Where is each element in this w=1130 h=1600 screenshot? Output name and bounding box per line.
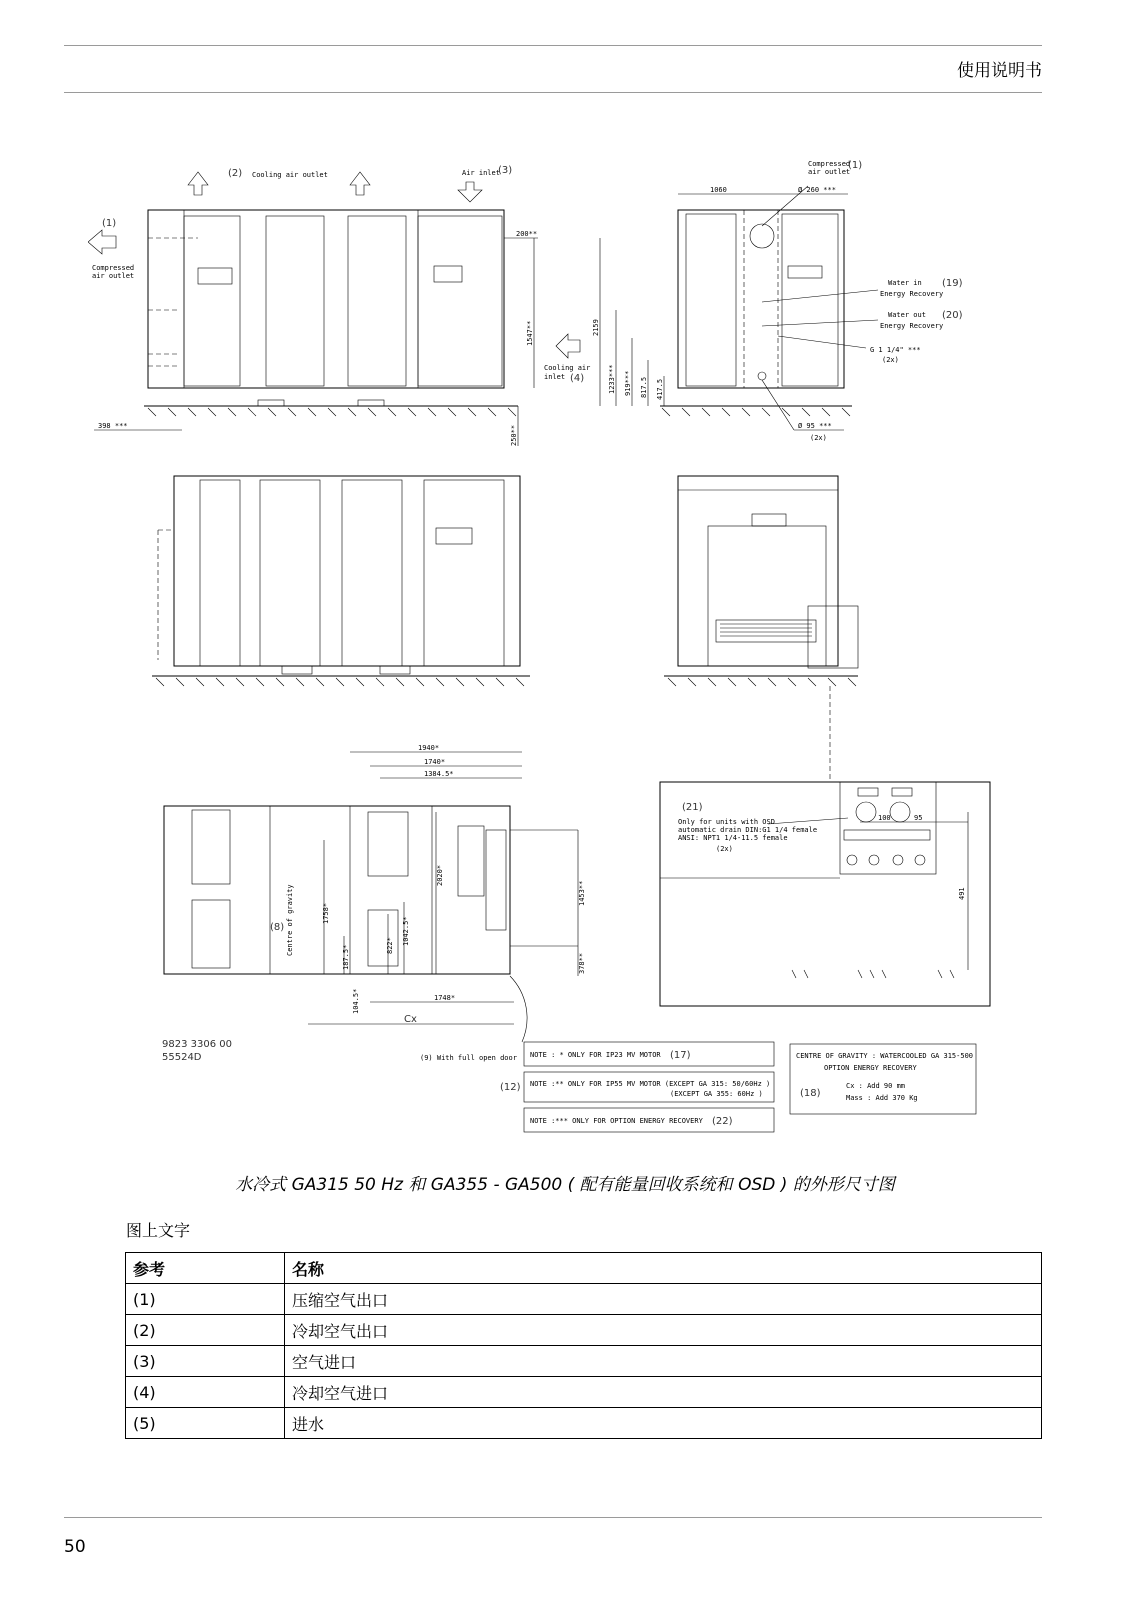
dim-491: 491 [958,887,966,900]
header-rule-bottom [64,92,1042,93]
row-ref: (4) [126,1377,285,1408]
energy-recovery-in-label: Energy Recovery [880,290,944,298]
osd-count: (2x) [716,845,733,853]
air-inlet-arrow-icon [458,182,482,202]
plan-view [162,744,586,1063]
note-17: NOTE : * ONLY FOR IP23 MV MOTOR [530,1051,661,1059]
dim-822: 822* [386,937,394,954]
dim-1060: 1060 [710,186,727,194]
drawing-number: 9823 3306 00 [162,1039,232,1050]
dim-1453: 1453** [578,880,586,906]
osd-line-1: Only for units with OSD [678,818,775,826]
energy-recovery-out-label: Energy Recovery [880,322,944,330]
cooling-air-inlet-ref: (4) [570,373,585,384]
water-in-label: Water in [888,279,922,287]
dim-1233: 1233*** [608,364,616,394]
note-22-ref: (22) [712,1116,733,1127]
gravity-note-line-1: CENTRE OF GRAVITY : WATERCOOLED GA 315-500 [796,1052,974,1060]
drawing-rev: 55524D [162,1052,202,1063]
gravity-note-cx: Cx : Add 90 mm [846,1082,906,1090]
osd-detail-view [660,782,990,1006]
note-12-line-1: NOTE :** ONLY FOR IP55 MV MOTOR (EXCEPT GA 315: 50/60Hz ) [530,1080,771,1088]
dim-919: 919*** [624,370,632,396]
osd-line-2: automatic drain DIN:G1 1/4 female [678,826,818,834]
dim-250: 250** [510,424,518,446]
row-name: 空气进口 [285,1346,1042,1377]
table-row [126,1315,1042,1346]
gravity-note-line-2: OPTION ENERGY RECOVERY [824,1064,917,1072]
row-name: 压缩空气出口 [285,1284,1042,1315]
osd-ref: (21) [682,802,703,813]
dim-398: 398 *** [98,422,128,430]
figure-caption: 水冷式 GA315 50 Hz 和 GA355 - GA500 ( 配有能量回收系统和 OSD ) 的外形尺寸图 [235,1175,895,1195]
g-thread-count: (2x) [882,356,899,364]
osd-line-3: ANSI: NPT1 1/4-11.5 female [678,834,788,842]
dim-817: 817.5 [640,376,648,398]
row-name: 冷却空气出口 [285,1315,1042,1346]
dim-1042: 1042.5* [402,916,410,946]
compressed-outlet-label-1: Compressed [92,264,135,272]
dim-cx: Cx [404,1014,417,1025]
dim-100: 100 [878,814,891,822]
dim-2159: 2159 [592,319,600,336]
air-inlet-ref: (3) [498,165,513,176]
cooling-air-outlet-arrow-2-icon [350,172,370,195]
end-view [664,476,858,782]
dim-187: 187.5* [342,944,350,970]
compressed-outlet-label-2: air outlet [92,272,135,280]
note-12-line-2: (EXCEPT GA 355: 60Hz ) [670,1090,763,1098]
side-view [592,160,963,442]
compressed-top-ref: (1) [848,160,863,171]
dim-1384: 1384.5* [424,770,454,778]
row-ref: (5) [126,1408,285,1439]
dim-1547: 1547** [526,320,534,346]
row-name: 进水 [285,1408,1042,1439]
row-ref: (1) [126,1284,285,1315]
compressed-top-label-2: air outlet [808,168,851,176]
front-view [88,165,590,446]
note-17-ref: (17) [670,1050,691,1061]
dim-95-top: Ø 95 *** [798,422,832,430]
row-ref: (2) [126,1315,285,1346]
header-rule-top [64,45,1042,46]
header-reference: 参考 [126,1253,285,1284]
table-header-row [126,1253,1042,1284]
compressed-outlet-arrow-icon [88,230,116,254]
dim-2020: 2020* [436,864,444,886]
row-name: 冷却空气进口 [285,1377,1042,1408]
door-note: (9) With full open door [420,1054,517,1062]
cooling-air-outlet-label: Cooling air outlet [252,171,328,179]
cooling-air-inlet-label-1: Cooling air [544,364,591,372]
note-22: NOTE :*** ONLY FOR OPTION ENERGY RECOVERY [530,1117,703,1125]
dimension-drawing [88,150,1028,1160]
water-in-ref: (19) [942,278,963,289]
centre-of-gravity-label: Centre of gravity [286,884,294,956]
cooling-air-inlet-label-2: inlet [544,373,566,381]
water-out-ref: (20) [942,310,963,321]
footer-rule [64,1517,1042,1518]
dim-200: 200** [516,230,538,238]
gravity-note-ref: (18) [800,1088,821,1099]
notes-block [500,1042,976,1132]
dim-417: 417.5 [656,378,664,400]
table-row [126,1408,1042,1439]
dim-1758: 1758* [322,902,330,924]
table-row [126,1284,1042,1315]
table-row [126,1377,1042,1408]
table-row [126,1346,1042,1377]
dim-1940: 1940* [418,744,440,752]
dim-260: Ø 260 *** [798,186,836,194]
reference-table [125,1252,1042,1439]
compressed-top-label-1: Compressed [808,160,851,168]
cooling-air-inlet-arrow-icon [556,334,580,358]
dim-95-count: (2x) [810,434,827,442]
cooling-air-outlet-arrow-icon [188,172,208,195]
air-inlet-label: Air inlet [462,169,500,177]
compressed-outlet-ref: (1) [102,218,117,229]
section-title: 图上文字 [126,1221,191,1240]
dim-378: 378** [578,952,586,974]
rear-view [152,476,530,686]
centre-of-gravity-ref: (8) [270,922,285,933]
page-number: 50 [64,1537,86,1557]
dim-95-detail: 95 [914,814,923,822]
gravity-note-mass: Mass : Add 370 Kg [846,1094,918,1102]
g-thread-label: G 1 1/4" *** [870,346,921,354]
water-out-label: Water out [888,311,926,319]
header-name: 名称 [285,1253,1042,1284]
header-title: 使用说明书 [957,61,1042,81]
cooling-air-outlet-ref: (2) [228,168,243,179]
dim-104: 104.5* [352,988,360,1014]
note-12-ref: (12) [500,1082,521,1093]
dim-1740: 1740* [424,758,446,766]
dim-1748: 1748* [434,994,456,1002]
row-ref: (3) [126,1346,285,1377]
